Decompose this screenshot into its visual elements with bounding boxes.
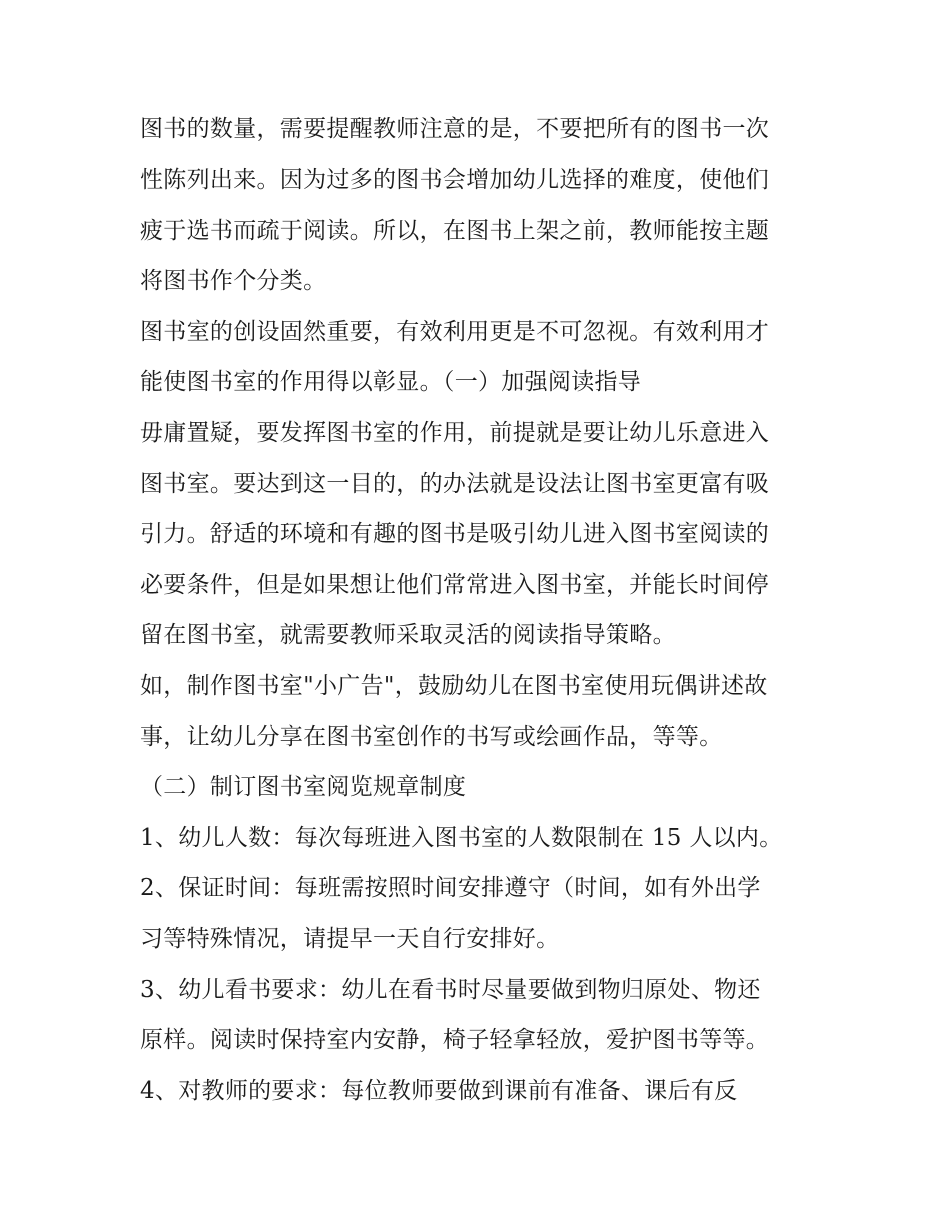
text-line: 能使图书室的作用得以彰显。（一）加强阅读指导	[140, 369, 642, 395]
text-line: （二）制订图书室阅览规章制度	[140, 774, 467, 800]
text-line: 性陈列出来。因为过多的图书会增加幼儿选择的难度，使他们	[140, 167, 770, 193]
text-line: 图书的数量，需要提醒教师注意的是，不要把所有的图书一次	[140, 116, 770, 142]
text-line: 事，让幼儿分享在图书室创作的书写或绘画作品，等等。	[140, 724, 723, 750]
text-line: 如，制作图书室"小广告"，鼓励幼儿在图书室使用玩偶讲述故	[140, 673, 768, 699]
text-line: 留在图书室，就需要教师采取灵活的阅读指导策略。	[140, 622, 676, 648]
text-line: 引力。舒适的环境和有趣的图书是吸引幼儿进入图书室阅读的	[140, 521, 770, 547]
text-line: 2、保证时间：每班需按照时间安排遵守（时间，如有外出学	[140, 875, 761, 901]
text-line: 原样。阅读时保持室内安静，椅子轻拿轻放，爱护图书等等。	[140, 1027, 770, 1053]
text-line: 必要条件，但是如果想让他们常常进入图书室，并能长时间停	[140, 572, 770, 598]
text-line: 图书室。要达到这一目的，的办法就是设法让图书室更富有吸	[140, 471, 770, 497]
text-line: 毋庸置疑，要发挥图书室的作用，前提就是要让幼儿乐意进入	[140, 420, 770, 446]
text-line: 疲于选书而疏于阅读。所以，在图书上架之前，教师能按主题	[140, 218, 770, 244]
text-line: 将图书作个分类。	[140, 268, 327, 294]
text-line: 4、对教师的要求：每位教师要做到课前有准备、课后有反	[140, 1078, 738, 1104]
text-line: 1、幼儿人数：每次每班进入图书室的人数限制在 15 人以内。	[140, 825, 783, 851]
text-line: 图书室的创设固然重要，有效利用更是不可忽视。有效利用才	[140, 319, 770, 345]
text-line: 3、幼儿看书要求：幼儿在看书时尽量要做到物归原处、物还	[140, 977, 761, 1003]
text-line: 习等特殊情况，请提早一天自行安排好。	[140, 926, 560, 952]
